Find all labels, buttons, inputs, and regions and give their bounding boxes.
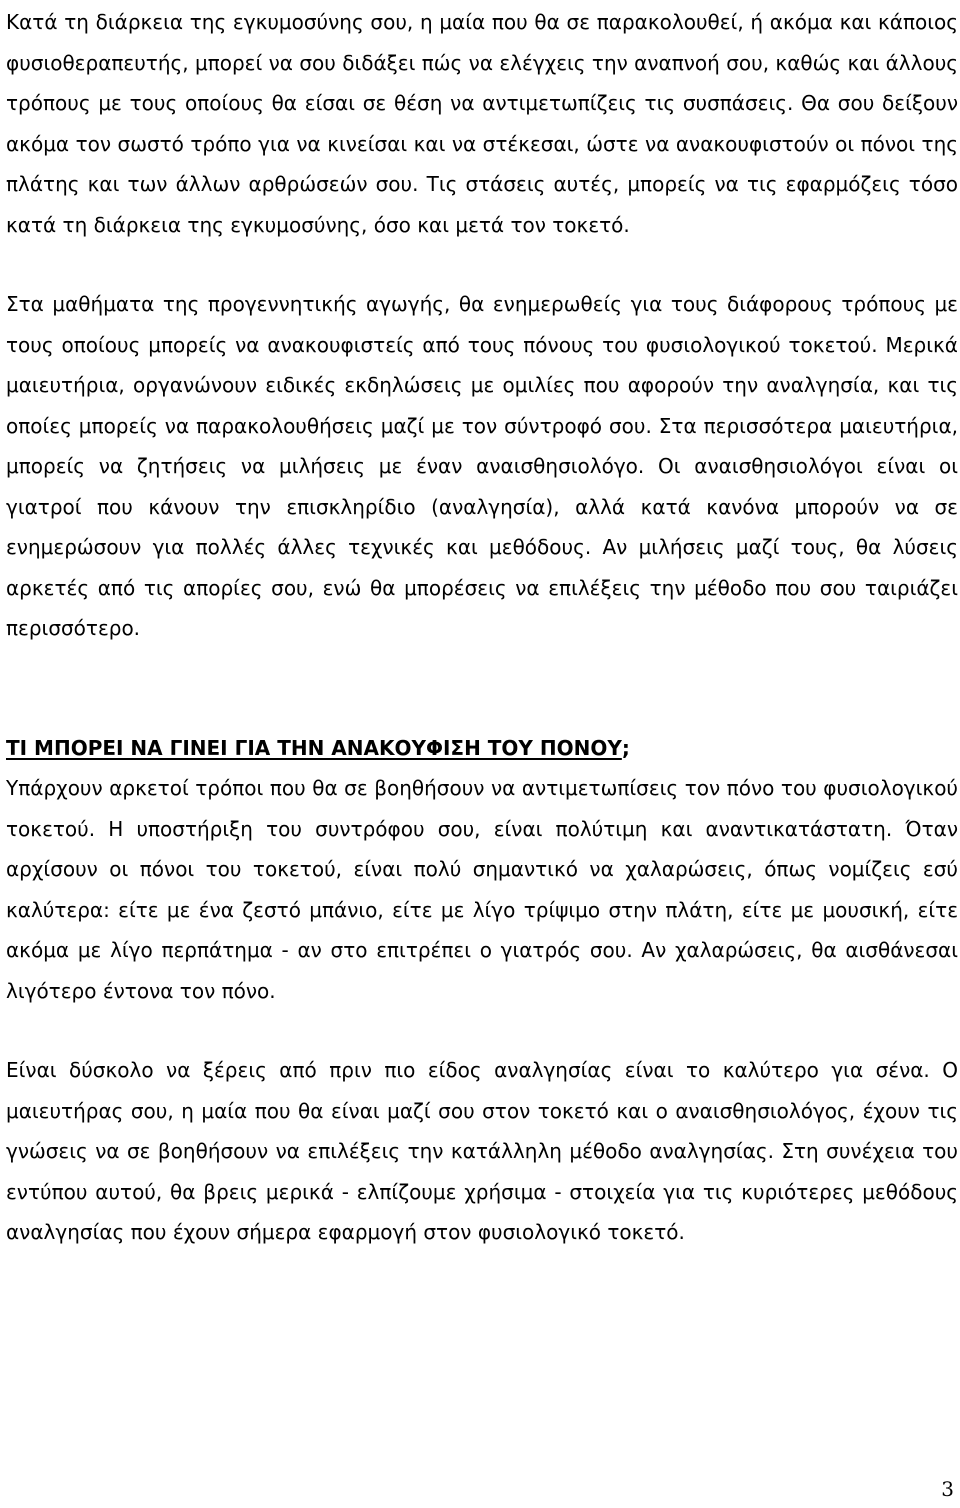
paragraph-prenatal-classes: Στα μαθήματα της προγεννητικής αγωγής, θα ενημερωθείς για τους διάφορους τρόπους με τους οποίους μπορείς να ανακουφιστείς από τους πόνους του φυσιολογικού τοκετού. Μερικά μαιευτήρια, οργανώνουν ειδικές εκδηλώσεις με ομιλίες που αφορούν την αναλγησία, και τις οποίες μπορείς να παρακολουθήσεις μαζί με τον σύντροφό σου. Στα περισσότερα μαιευτήρια, μπορείς να ζητήσεις να μιλήσεις με έναν αναισθησιολόγο. Οι αναισθησιολόγοι είναι οι γιατροί που κάνουν την επισκληρίδιο (αναλγησία), αλλά κατά κανόνα μπορούν να σε ενημερώσουν για πολλές άλλες τεχνικές και μεθόδους. Αν μιλήσεις μαζί τους, θα λύσεις αρκετές από τις απορίες σου, ενώ θα μπορέσεις να επιλέξεις την μέθοδο που σου ταιριάζει περισσότερο. <box>6 292 958 640</box>
paragraph-choosing-analgesia: Είναι δύσκολο να ξέρεις από πριν πιο είδος αναλγησίας είναι το καλύτερο για σένα. Ο μαιευτήρας σου, η μαία που θα είναι μαζί σου στον τοκετό και ο αναισθησιολόγος, έχουν τις γνώσεις να σε βοηθήσουν να επιλέξεις την κατάλληλη μέθοδο αναλγησίας. Στη συνέχεια του εντύπου αυτού, θα βρεις μερικά - ελπίζουμε χρήσιμα - στοιχεία για τις κυριότερες μεθόδους αναλγησίας που έχουν σήμερα εφαρμογή στον φυσιολογικό τοκετό. <box>6 1058 958 1244</box>
document-page <box>6 0 958 1253</box>
section-heading-text: ΤΙ ΜΠΟΡΕΙ ΝΑ ΓΙΝΕΙ ΓΙΑ ΤΗΝ ΑΝΑΚΟΥΦΙΣΗ ΤΟΥ ΠΟΝΟΥ <box>6 735 622 760</box>
paragraph-pain-relief-methods: Υπάρχουν αρκετοί τρόποι που θα σε βοηθήσουν να αντιμετωπίσεις τον πόνο του φυσιολογικού τοκετού. Η υποστήριξη του συντρόφου σου, είναι πολύτιμη και αναντικατάστατη. Όταν αρχίσουν οι πόνοι του τοκετού, είναι πολύ σημαντικό να χαλαρώσεις, όπως νομίζεις εσύ καλύτερα: είτε με ένα ζεστό μπάνιο, είτε με λίγο τρίψιμο στην πλάτη, είτε με μουσική, είτε ακόμα με λίγο περπάτημα - αν στο επιτρέπει ο γιατρός σου. Αν χαλαρώσεις, θα αισθάνεσαι λιγότερο έντονα τον πόνο. <box>6 776 958 1003</box>
section-heading <box>6 728 958 769</box>
section-heading-mark: ; <box>621 735 630 760</box>
page-number: 3 <box>941 1477 954 1501</box>
paragraph-prenatal-guidance: Κατά τη διάρκεια της εγκυμοσύνης σου, η μαία που θα σε παρακολουθεί, ή ακόμα και κάποιος φυσιοθεραπευτής, μπορεί να σου διδάξει πώς να ελέγχεις την αναπνοή σου, καθώς και άλλους τρόπους με τους οποίους θα είσαι σε θέση να αντιμετωπίζεις τις συσπάσεις. Θα σου δείξουν ακόμα τον σωστό τρόπο για να κινείσαι και να στέκεσαι, ώστε να ανακουφιστούν οι πόνοι της πλάτης και των άλλων αρθρώσεών σου. Τις στάσεις αυτές, μπορείς να τις εφαρμόζεις τόσο κατά τη διάρκεια της εγκυμοσύνης, όσο και μετά τον τοκετό. <box>6 10 958 237</box>
